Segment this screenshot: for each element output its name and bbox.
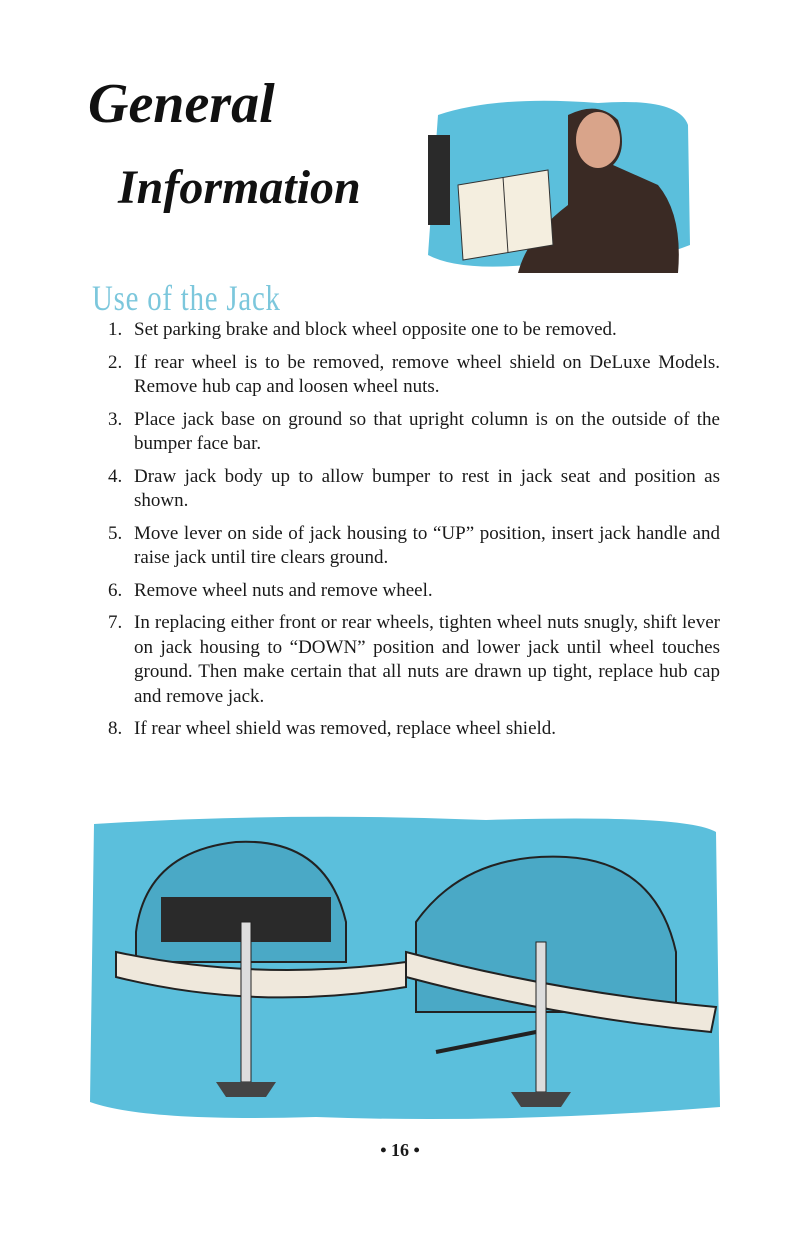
step-text: If rear wheel is to be removed, remove wheel shield on DeLuxe Models. Remove hub cap and loosen wheel nuts.: [134, 351, 720, 397]
man-reading-illustration: [418, 95, 693, 275]
step-number: 8.: [108, 718, 123, 739]
list-item: [108, 522, 720, 571]
step-text: If rear wheel shield was removed, replace wheel shield.: [134, 718, 557, 739]
section-heading: Use of the Jack: [92, 278, 281, 318]
list-item: [108, 579, 720, 604]
car-jack-illustration: [86, 812, 722, 1124]
title-information: Information: [118, 161, 361, 214]
list-item: [108, 351, 720, 400]
page-number: • 16 •: [380, 1140, 420, 1160]
step-number: 5.: [108, 522, 123, 544]
step-number: 4.: [108, 465, 123, 487]
step-number: 2.: [108, 351, 123, 373]
list-item: [108, 408, 720, 457]
list-item: [108, 318, 720, 343]
step-text: Draw jack body up to allow bumper to rest in jack seat and position as shown.: [134, 465, 720, 511]
step-text: Place jack base on ground so that upright column is on the outside of the bumper face bar.: [134, 408, 720, 454]
step-number: 1.: [108, 319, 123, 340]
step-text: In replacing either front or rear wheels, tighten wheel nuts snugly, shift lever on jack housing to “DOWN” position and lower jack until wheel touches ground. Then make certain that all nuts are drawn up tight, replace hub cap and remove jack.: [134, 612, 720, 707]
step-number: 6.: [108, 579, 123, 601]
step-number: 3.: [108, 408, 123, 430]
title-general: General: [88, 73, 275, 135]
step-text: Remove wheel nuts and remove wheel.: [134, 579, 433, 601]
list-item: [108, 717, 720, 742]
step-number: 7.: [108, 612, 123, 633]
step-text: Move lever on side of jack housing to “UP” position, insert jack handle and raise jack until tire clears ground.: [134, 522, 720, 568]
list-item: [108, 465, 720, 514]
jack-steps-list: [108, 318, 720, 750]
step-text: Set parking brake and block wheel opposite one to be removed.: [134, 319, 617, 340]
list-item: [108, 611, 720, 709]
